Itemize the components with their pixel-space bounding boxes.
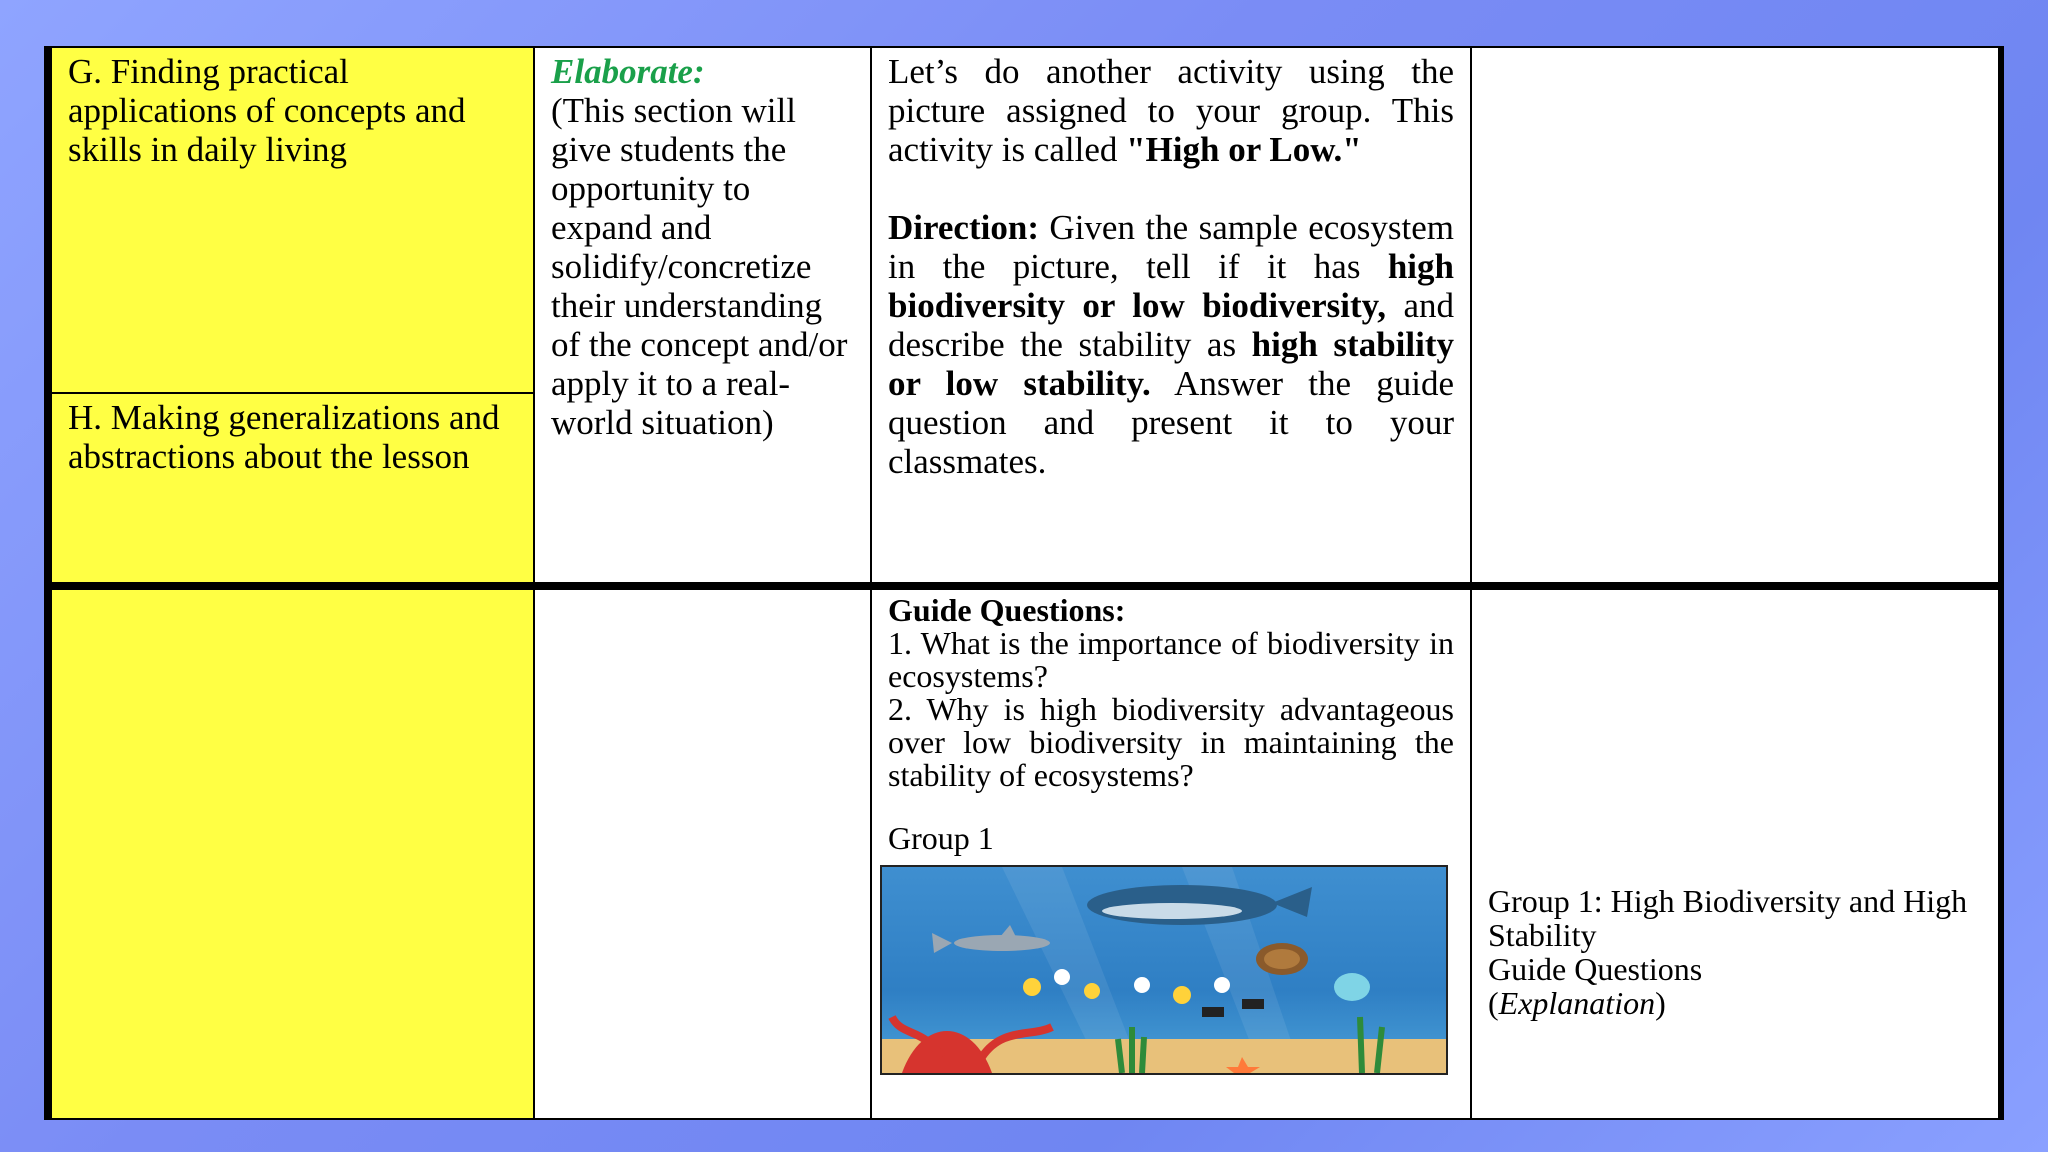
- direction-label: Direction:: [888, 208, 1039, 247]
- group-label: Group 1: [888, 820, 994, 856]
- answer-guide-questions: Guide Questions: [1488, 951, 1703, 987]
- empty-answer-cell: [1471, 47, 2001, 587]
- objective-h: H. Making generalizations and abstractions about the lesson: [68, 398, 500, 476]
- objective-g: G. Finding practical applications of concepts and skills in daily living: [52, 48, 533, 394]
- activity-cell: [871, 47, 1471, 587]
- objectives-continued-cell: [51, 587, 534, 1119]
- elaborate-title: Elaborate:: [551, 52, 705, 91]
- answer-group-1: Group 1: High Biodiversity and High Stability: [1488, 883, 1968, 953]
- elaborate-cell: [534, 47, 871, 587]
- activity-direction: Direction: Given the sample ecosystem in the picture, tell if it has high biodiversity or low biodiversity, and describe the stability as high stability or low stability. Answer the guide question and present it to your classmates.: [888, 208, 1454, 481]
- activity-name: "High or Low.": [1126, 130, 1362, 169]
- answer-explanation: (Explanation): [1488, 985, 1666, 1021]
- elaborate-description: (This section will give students the opportunity to expand and solidify/concretize their understanding of the concept and/or apply it to a real-world situation): [551, 91, 848, 442]
- objectives-cell: [51, 47, 534, 587]
- lesson-slide: [50, 46, 2000, 1120]
- guide-questions-title: Guide Questions:: [888, 592, 1126, 628]
- row-divider: [50, 582, 2000, 590]
- activity-intro: Let’s do another activity using the picture assigned to your group. This activity is called "High or Low.": [888, 52, 1454, 169]
- guide-question-2: 2. Why is high biodiversity advantageous over low biodiversity in maintaining the stability of ecosystems?: [888, 691, 1454, 793]
- empty-elaborate-cell: [534, 587, 871, 1119]
- group-answer-cell: [1471, 587, 2001, 1119]
- ocean-ecosystem-image: [880, 865, 1448, 1075]
- guide-question-1: 1. What is the importance of biodiversity in ecosystems?: [888, 625, 1454, 694]
- guide-questions-cell: [871, 587, 1471, 1119]
